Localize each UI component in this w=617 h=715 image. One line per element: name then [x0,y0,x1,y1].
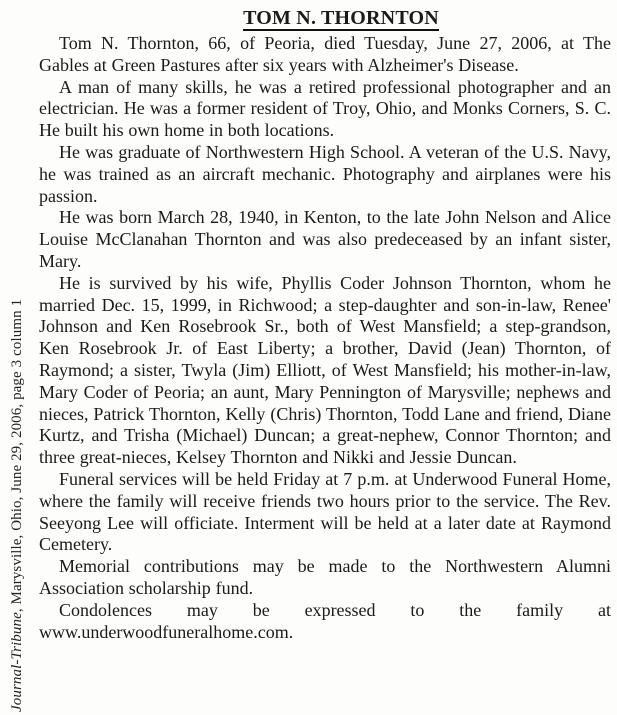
source-citation [6,12,28,712]
publication-name: Journal-Tribune [9,612,25,712]
obituary-article [39,6,611,643]
paragraph-birth: He was born March 28, 1940, in Kenton, to the late John Nelson and Alice Louise McClanahan Thornton and was also predeceased by an infant sister, Mary. [39,207,611,271]
paragraph-survivors: He is survived by his wife, Phyllis Coder Johnson Thornton, whom he married Dec. 15, 1999, in Richwood; a step-daughter and son-in-law, Renee' Johnson and Ken Rosebrook Sr., both of West Mansfield; a step-grandson, Ken Rosebrook Jr. of East Liberty; a brother, David (Jean) Thornton, of Raymond; a sister, Twyla (Jim) Elliott, of West Mansfield; his mother-in-law, Mary Coder of Peoria; an aunt, Mary Pennington of Marysville; nephews and nieces, Patrick Thornton, Kelly (Chris) Thornton, Todd Lane and friend, Diane Kurtz, and Trisha (Michael) Duncan; a great-nephew, Connor Thornton; and three great-nieces, Kelsey Thornton and Nikki and Jessie Duncan. [39,272,611,468]
paragraph-condolences: Condolences may be expressed to the family at www.underwoodfuneralhome.com. [39,599,611,642]
paragraph-funeral-services: Funeral services will be held Friday at 7 p.m. at Underwood Funeral Home, where the family will receive friends two hours prior to the service. The Rev. Seeyong Lee will officiate. Interment will be held at a later date at Raymond Cemetery. [39,468,611,555]
obituary-title-text: TOM N. THORNTON [243,7,439,29]
paragraph-education-service: He was graduate of Northwestern High School. A veteran of the U.S. Navy, he was trained as an aircraft mechanic. Photography and airplanes were his passion. [39,141,611,206]
paragraph-death-notice: Tom N. Thornton, 66, of Peoria, died Tuesday, June 27, 2006, at The Gables at Green Pastures after six years with Alzheimer's Disease. [39,33,611,75]
publication-details: , Marysville, Ohio, June 29, 2006, page 3 column 1 [9,298,25,613]
obituary-title [39,6,611,30]
paragraph-memorial-contributions: Memorial contributions may be made to the Northwestern Alumni Association scholarship fund. [39,556,611,598]
paragraph-career: A man of many skills, he was a retired professional photographer and an electrician. He was a former resident of Troy, Ohio, and Monks Corners, S. C. He built his own home in both locations. [39,76,611,141]
